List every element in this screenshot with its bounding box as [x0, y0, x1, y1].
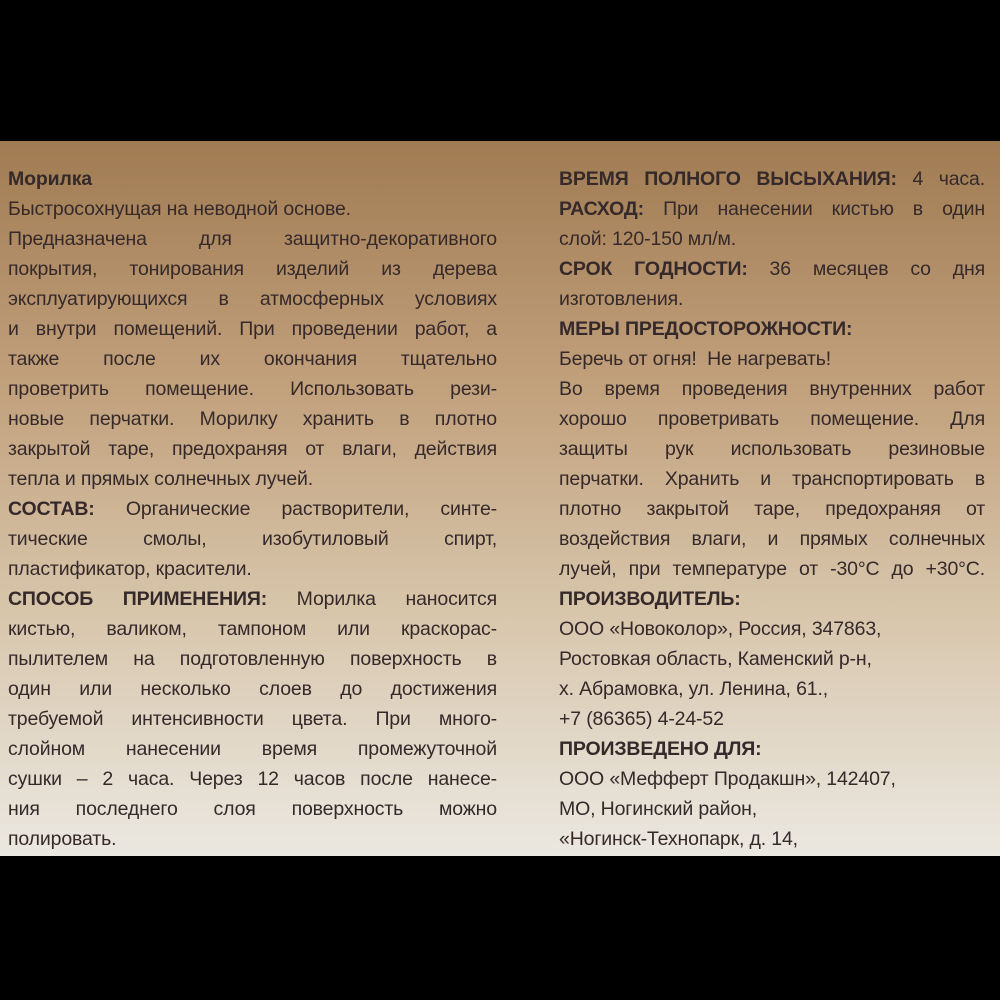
label-line [559, 314, 985, 344]
label-line [8, 164, 497, 194]
label-bold-text: РАСХОД: [559, 198, 644, 220]
label-line [8, 764, 497, 794]
label-text: сушки – 2 часа. Через 12 часов после нанесе- [8, 768, 497, 790]
label-line [8, 254, 497, 284]
label-line [8, 284, 497, 314]
label-text: проветрить помещение. Использовать рези- [8, 378, 497, 400]
label-text: также после их окончания тщательно [8, 348, 497, 370]
label-bold-text: ПРОИЗВЕДЕНО ДЛЯ: [559, 738, 762, 760]
label-bold-text: МЕРЫ ПРЕДОСТОРОЖНОСТИ: [559, 318, 853, 340]
label-text: кистью, валиком, тампоном или краскорас- [8, 618, 497, 640]
label-text: ООО «Новоколор», Россия, 347863, [559, 618, 882, 640]
label-text: пластификатор, красители. [8, 558, 252, 580]
label-line [559, 164, 985, 194]
label-line [8, 644, 497, 674]
label-line [559, 704, 985, 734]
label-line [8, 584, 497, 614]
letterbox-bottom [0, 856, 1000, 1000]
label-line [8, 524, 497, 554]
label-text: Морилка наносится [267, 588, 497, 610]
right-column [559, 164, 985, 854]
label-line [8, 494, 497, 524]
label-text: Беречь от огня! Не нагревать! [559, 348, 832, 370]
label-line [8, 404, 497, 434]
label-line [8, 464, 497, 494]
label-text: 4 часа. [896, 168, 985, 190]
label-text: воздействия влаги, и прямых солнечных [559, 528, 985, 550]
label-line [8, 224, 497, 254]
label-text-area [0, 141, 1000, 856]
letterbox-top [0, 0, 1000, 141]
label-text: закрытой таре, предохраняя от влаги, действия [8, 438, 497, 460]
label-line [559, 434, 985, 464]
label-text: хорошо проветривать помещение. Для [559, 408, 985, 430]
label-line [559, 194, 985, 224]
label-text: новые перчатки. Морилку хранить в плотно [8, 408, 497, 430]
label-text: тепла и прямых солнечных лучей. [8, 468, 314, 490]
label-line [8, 674, 497, 704]
label-line [8, 344, 497, 374]
label-line [559, 584, 985, 614]
label-line [559, 644, 985, 674]
label-text: перчатки. Хранить и транспортировать в [559, 468, 985, 490]
label-text: Предназначена для защитно-декоративного [8, 228, 497, 250]
label-line [559, 284, 985, 314]
label-line [559, 824, 985, 854]
label-text: один или несколько слоев до достижения [8, 678, 497, 700]
label-text: Во время проведения внутренних работ [559, 378, 985, 400]
label-text: требуемой интенсивности цвета. При много- [8, 708, 497, 730]
label-text: эксплуатирующихся в атмосферных условиях [8, 288, 497, 310]
label-text: тические смолы, изобутиловый спирт, [8, 528, 497, 550]
label-text: 36 месяцев со дня [747, 258, 985, 280]
label-line [559, 554, 985, 584]
label-text: +7 (86365) 4-24-52 [559, 708, 724, 730]
label-line [8, 314, 497, 344]
label-text: Быстросохнущая на неводной основе. [8, 198, 351, 220]
label-line [8, 554, 497, 584]
label-line [559, 734, 985, 764]
label-line [559, 494, 985, 524]
label-text: ния последнего слоя поверхность можно [8, 798, 497, 820]
label-bold-text: Морилка [8, 168, 92, 190]
label-line [8, 374, 497, 404]
label-bold-text: СОСТАВ: [8, 498, 95, 520]
label-line [559, 254, 985, 284]
label-line [8, 614, 497, 644]
label-text: полировать. [8, 828, 117, 850]
label-text: Ростовкая область, Каменский р-н, [559, 648, 872, 670]
label-line [8, 794, 497, 824]
label-text: Органические растворители, синте- [94, 498, 497, 520]
label-text: пылителем на подготовленную поверхность в [8, 648, 497, 670]
label-line [559, 344, 985, 374]
label-line [559, 614, 985, 644]
label-text: слойном нанесении время промежуточной [8, 738, 497, 760]
label-text: При нанесении кистью в один [643, 198, 985, 220]
label-line [8, 704, 497, 734]
label-text: ООО «Мефферт Продакшн», 142407, [559, 768, 896, 790]
label-text: х. Абрамовка, ул. Ленина, 61., [559, 678, 829, 700]
label-line [8, 734, 497, 764]
label-line [559, 404, 985, 434]
label-text: МО, Ногинский район, [559, 798, 758, 820]
label-text: лучей, при температуре от -30°С до +30°С. [559, 558, 985, 580]
label-bold-text: СРОК ГОДНОСТИ: [559, 258, 748, 280]
label-text: слой: 120-150 мл/м. [559, 228, 737, 250]
left-column [8, 164, 497, 854]
label-line [559, 794, 985, 824]
label-bold-text: СПОСОБ ПРИМЕНЕНИЯ: [8, 588, 268, 610]
label-line [559, 524, 985, 554]
label-line [559, 224, 985, 254]
label-line [8, 824, 497, 854]
label-line [559, 374, 985, 404]
label-text: защиты рук использовать резиновые [559, 438, 985, 460]
label-text: «Ногинск-Технопарк, д. 14, [559, 828, 798, 850]
label-text: и внутри помещений. При проведении работ, а [8, 318, 497, 340]
label-text: изготовления. [559, 288, 684, 310]
label-line [559, 674, 985, 704]
label-line [559, 764, 985, 794]
label-text: плотно закрытой таре, предохраняя от [559, 498, 985, 520]
label-line [559, 464, 985, 494]
label-bold-text: ВРЕМЯ ПОЛНОГО ВЫСЫХАНИЯ: [559, 168, 897, 190]
label-line [8, 434, 497, 464]
label-line [8, 194, 497, 224]
label-bold-text: ПРОИЗВОДИТЕЛЬ: [559, 588, 741, 610]
label-text: покрытия, тонирования изделий из дерева [8, 258, 497, 280]
